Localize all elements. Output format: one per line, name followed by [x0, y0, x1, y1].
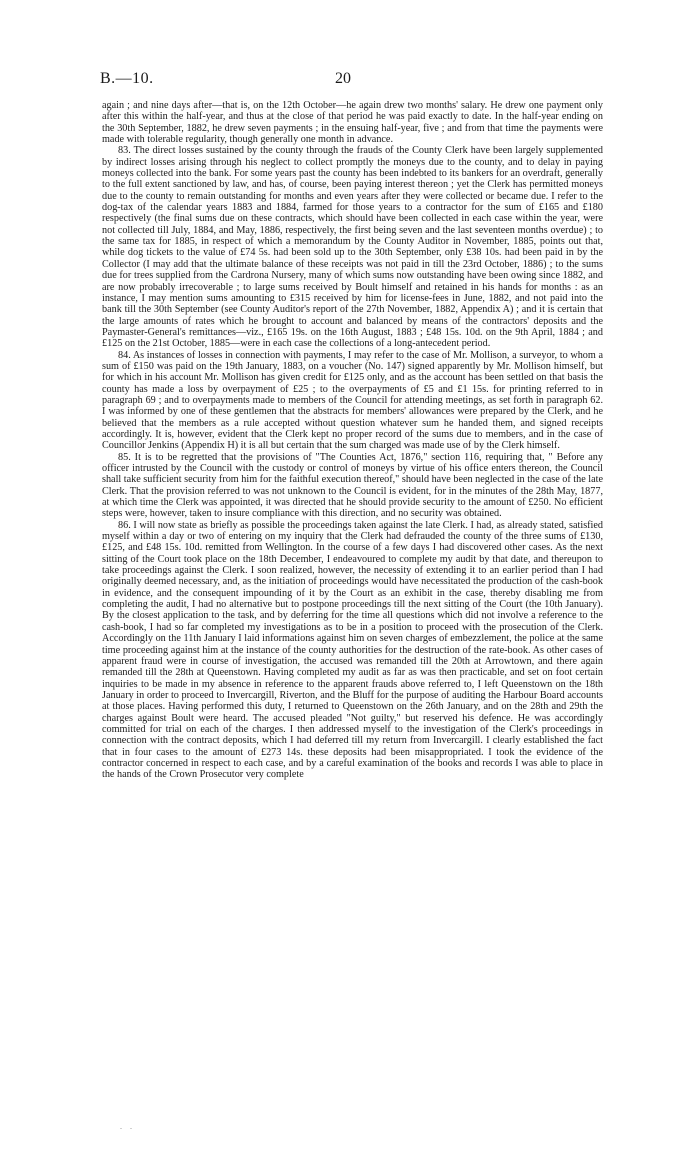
body-text — [102, 100, 603, 781]
paragraph-86: 86. I will now state as briefly as possible the proceedings taken against the late Clerk. I had, as already stated, satisfied myself within a day or two of entering on my inquiry that the Clerk had defrauded the county of the three sums of £130, £125, and £48 15s. 10d. remitted from Wellington. In the course of a few days I had discovered other cases. As the next sitting of the Court took place on the 18th December, I endeavoured to complete my audit by that date, and thereupon to take proceedings against the Clerk. I soon realized, however, the necessity of extending it to an earlier period than I had originally deemed necessary, and, as the initiation of proceedings would have necessitated the production of the cash-book in evidence, and the consequent impounding of it by the Court as an exhibit in the case, thereby disabling me from completing the audit, I had no alternative but to postpone proceedings till the next sitting of the Court (the 10th January). By the closest application to the task, and by deferring for the time all questions which did not involve a reference to the cash-book, I had so far completed my investigations as to be in a position to proceed with the prosecution of the Clerk. Accordingly on the 11th January I laid informations against him on seven charges of embezzlement, the police at the same time proceeding against him at the instance of the county authorities for the destruction of the rate-book. As other cases of apparent fraud were in course of investigation, the accused was remanded till the 20th at Arrowtown, and there again remanded till the 28th at Queenstown. Having completed my audit as far as was then practicable, and set on foot certain inquiries to be made in my absence in reference to the apparent frauds above referred to, I left Queenstown on the 18th January in order to proceed to Invercargill, Riverton, and the Bluff for the purpose of auditing the Harbour Board accounts at those places. Having performed this duty, I returned to Queenstown on the 26th January, and on the 28th and 29th the charges against Boult were heard. The accused pleaded "Not guilty," but reserved his defence. He was accordingly committed for trial on each of the charges. I then addressed myself to the investigation of the Clerk's proceedings in connection with the contract deposits, which I had deferred till my return from Invercargill. I clearly established the fact that in four cases to the amount of £273 14s. these deposits had been misappropriated. I took the evidence of the contractor concerned in respect to each case, and by a careful examination of the books and records I was able to place in the hands of the Crown Prosecutor very complete — [102, 519, 603, 781]
page-number: 20 — [335, 70, 351, 87]
report-reference: B.—10. — [100, 70, 154, 87]
paragraph-85: 85. It is to be regretted that the provisions of "The Counties Act, 1876," section 116, requiring that, " Before any officer intrusted by the Council with the custody or control of moneys by virtue of his office enters thereon, the Council shall take sufficient security from him for the faithful execution thereof," should have been neglected in the case of the late Clerk. That the provision referred to was not unknown to the Council is evident, for in the minutes of the 28th May, 1877, at which time the Clerk was appointed, it was directed that he should provide security to the amount of £250. No efficient steps were, however, taken to insure compliance with this direction, and no security was obtained. — [102, 451, 603, 520]
page-header — [100, 70, 600, 90]
scan-speck: . . — [120, 1122, 135, 1131]
paragraph-continuation: again ; and nine days after—that is, on the 12th October—he again drew two months' salary. He drew one payment only after this within the half-year, and thus at the close of that period he was paid exactly to date. In the half-year ending on the 30th September, 1882, he drew seven payments ; in the ensuing half-year, five ; and from that time the payments were made with tolerable regularity, though generally one month in advance. — [102, 100, 603, 146]
paragraph-84: 84. As instances of losses in connection with payments, I may refer to the case of Mr. Mollison, a surveyor, to whom a sum of £150 was paid on the 19th January, 1883, on a voucher (No. 147) signed apparently by Mr. Mollison himself, but for which in his account Mr. Mollison has given credit for £125 only, and as the account has been settled on that basis the county has made a loss by overpayment of £25 ; to the overpayments of £5 and £1 15s. for printing referred to in paragraph 69 ; and to overpayments made to members of the Council for attending meetings, as set forth in paragraph 62. I was informed by one of these gentlemen that the abstracts for members' allowances were prepared by the Clerk, and he believed that the members as a rule accepted without question whatever sum he handed them, and signed receipts accordingly. It is, however, evident that the Clerk kept no proper record of the sums due to members, and in the case of Councillor Jenkins (Appendix H) it is all but certain that the sum charged was made use of by the Clerk himself. — [102, 349, 603, 452]
paragraph-83: 83. The direct losses sustained by the county through the frauds of the County Clerk have been largely supplemented by indirect losses arising through his neglect to collect promptly the moneys due to the county, and to delay in paying moneys collected into the bank. For some years past the county has been indebted to its bankers for an overdraft, generally to the full extent sanctioned by law, and has, of course, been paying interest thereon ; yet the Clerk has permitted moneys due to the county to remain outstanding for months and even years after they were collected or became due. I refer to the dog-tax of the calendar years 1883 and 1884, farmed for those years to a contractor for the sum of £165 and £180 respectively (the final sums due on these contracts, which should have been collected in each case within the year, were not collected till July, 1884, and May, 1886, respectively, the first being seven and the last seventeen months overdue) ; to the same tax for 1885, in respect of which a memorandum by the County Auditor in November, 1885, points out that, while dog tickets to the value of £74 5s. had been sold up to the 30th September, only £38 10s. had been paid in by the Collector (I may add that the ultimate balance of these receipts was not paid in till the 23rd October, 1886) ; to the sums due for trees supplied from the Cardrona Nursery, many of which sums now outstanding have been owing since 1882, and are now probably irrecoverable ; to large sums received by Boult himself and retained in his hands for months : as an instance, I may mention sums amounting to £315 received by him for license-fees in June, 1882, and not paid into the bank till the 30th September (see County Auditor's report of the 27th November, 1882, Appendix A) ; and it is certain that the large amounts of rates which he brought to account and balanced by means of the contractors' deposits and the Paymaster-General's remittances—viz., £165 19s. on the 16th August, 1883 ; £48 15s. 10d. on the 9th April, 1884 ; and £125 on the 21st October, 1885—were in each case the collections of a long-antecedent period. — [102, 145, 603, 350]
